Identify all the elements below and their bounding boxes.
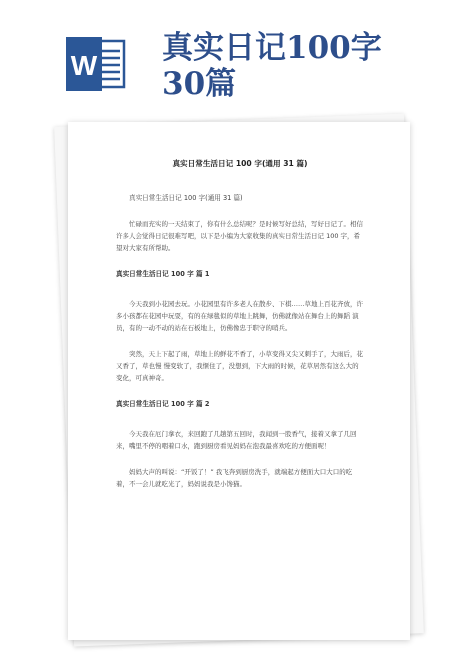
section-2-paragraph-1: 今天我在厄门拿衣，来回跑了几趟第五回时，我闻到一股香气，接着又拿了几回来，嘴里不停的咽着口水，跑到厨房看见妈妈在泡我最喜欢吃的方便面呢！ (116, 430, 357, 450)
document-page (68, 122, 410, 640)
section-heading-1: 真实日常生活日记 100 字 篇 1 (116, 270, 210, 278)
word-doc-icon (66, 37, 128, 91)
header (0, 0, 474, 110)
document-body (116, 158, 364, 504)
section-heading-2: 真实日常生活日记 100 字 篇 2 (116, 400, 210, 408)
section-1-paragraph-2: 突然，天上下起了雨，草地上的鲜花不香了，小草变得又尖又刺手了，大雨后，花又香了，草也慢 慢变软了，我惬住了，没想到，下大雨的时候，花草居然有这么大的变化，可真神奇。 (116, 350, 363, 382)
document-subtitle: 真实日常生活日记 100 字(通用 31 篇) (129, 194, 243, 202)
page-title (162, 30, 382, 102)
section-1-paragraph-1: 今天我到小花园去玩。小花园里有许多老人在散步、下棋……草地上百花齐放，许多小孩都在花园中玩耍，有的在绿毯似的草地上跳舞，仿佛就像站在舞台上的舞蹈 演员，有的一动不动的站在石板地上，仿佛像忠于职守的哨兵。 (116, 300, 363, 332)
title-line-1: 真实日记100字 (162, 30, 382, 66)
section-2-paragraph-2: 妈妈大声的叫说：“开饭了！” 我飞奔到厨房洗手，就端起方便面大口大口的吃着，不一会儿就吃光了，妈妈说我是小馋猫。 (116, 468, 353, 488)
document-title: 真实日常生活日记 100 字(通用 31 篇) (172, 159, 308, 168)
svg-text:W: W (70, 50, 98, 81)
title-line-2: 30篇 (162, 66, 237, 102)
intro-paragraph: 忙碌而充实的一天结束了，你有什么总结呢？是时候写好总结，写好日记了。相信许多人会觉得日记很难写吧，以下是小编为大家收集的真实日常生活日记 100 字，希望对大家有所帮助。 (116, 220, 363, 252)
